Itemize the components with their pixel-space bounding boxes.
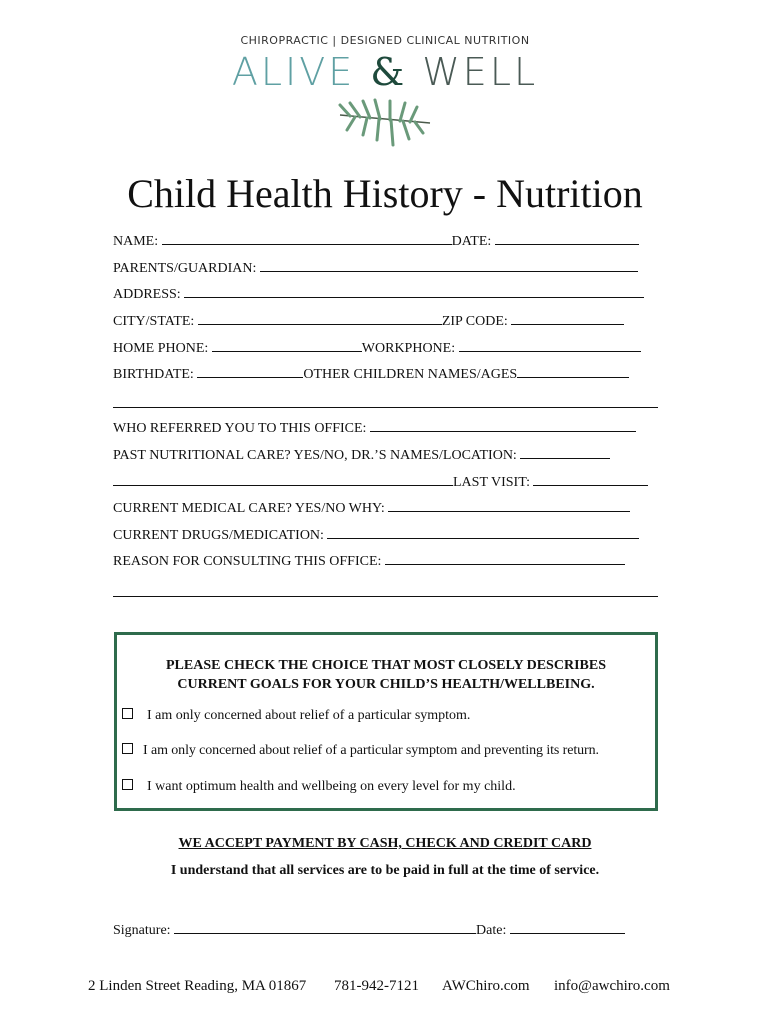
city-label: CITY/STATE: [113,314,195,329]
past-care-field[interactable] [520,445,610,459]
past-care-field-2[interactable] [113,472,453,486]
goal-option-1[interactable] [122,708,470,724]
signature-date-label: Date: [476,923,507,938]
checkbox-icon[interactable] [122,743,133,754]
goals-heading-line2: CURRENT GOALS FOR YOUR CHILD’S HEALTH/WELLBEING. [177,677,595,692]
reason-field-2[interactable] [113,583,658,597]
rosemary-sprig-icon [335,95,435,150]
zip-label: ZIP CODE: [441,314,508,329]
parents-label: PARENTS/GUARDIAN: [113,261,257,276]
zip-field[interactable] [511,311,624,325]
goal-option-3[interactable] [122,779,516,795]
tagline: CHIROPRACTIC | DESIGNED CLINICAL NUTRITION [240,34,530,47]
birthdate-field[interactable] [197,364,303,378]
referred-label: WHO REFERRED YOU TO THIS OFFICE: [113,421,367,436]
checkbox-icon[interactable] [122,708,133,719]
reason-label: REASON FOR CONSULTING THIS OFFICE: [113,554,382,569]
goal-option-2[interactable] [122,743,599,759]
signature-field[interactable] [174,920,476,934]
page-title: Child Health History - Nutrition [127,171,643,216]
city-field[interactable] [198,311,442,325]
address-field[interactable] [184,284,644,298]
work-phone-label: WORKPHONE: [361,341,456,356]
checkbox-icon[interactable] [122,779,133,790]
footer-website[interactable]: AWChiro.com [442,978,530,994]
other-children-label: OTHER CHILDREN NAMES/AGES [303,367,518,382]
signature-label: Signature: [113,923,171,938]
current-medical-label: CURRENT MEDICAL CARE? YES/NO WHY: [113,501,385,516]
payment-heading: WE ACCEPT PAYMENT BY CASH, CHECK AND CREDIT CARD [178,836,592,851]
payment-note: I understand that all services are to be paid in full at the time of service. [170,863,600,878]
goal-option-label: I am only concerned about relief of a particular symptom and preventing its return. [143,743,599,758]
drugs-label: CURRENT DRUGS/MEDICATION: [113,528,324,543]
current-medical-field[interactable] [388,498,630,512]
logo-well: WELL [422,50,539,94]
work-phone-field[interactable] [459,338,641,352]
home-phone-field[interactable] [212,338,362,352]
name-field[interactable] [162,231,452,245]
logo-alive: ALIVE [231,50,356,94]
birthdate-label: BIRTHDATE: [113,367,194,382]
footer-email[interactable]: info@awchiro.com [554,978,670,994]
past-care-label: PAST NUTRITIONAL CARE? YES/NO, DR.’S NAMES/LOCATION: [113,448,517,463]
goal-option-label: I want optimum health and wellbeing on every level for my child. [147,779,516,794]
other-children-field[interactable] [517,364,629,378]
footer-phone: 781-942-7121 [334,978,419,994]
last-visit-field[interactable] [533,472,648,486]
reason-field[interactable] [385,551,625,565]
parents-field[interactable] [260,258,638,272]
other-children-field-2[interactable] [113,394,658,408]
goal-option-label: I am only concerned about relief of a particular symptom. [147,708,471,723]
logo-amp: & [370,50,408,94]
goals-heading-line1: PLEASE CHECK THE CHOICE THAT MOST CLOSELY DESCRIBES [166,658,606,673]
name-label: NAME: [113,234,159,249]
home-phone-label: HOME PHONE: [113,341,209,356]
footer-address: 2 Linden Street Reading, MA 01867 [88,978,307,994]
address-label: ADDRESS: [113,287,181,302]
referred-field[interactable] [370,418,636,432]
drugs-field[interactable] [327,525,639,539]
goals-heading [117,656,655,694]
signature-date-field[interactable] [510,920,625,934]
last-visit-label: LAST VISIT: [453,475,530,490]
date-label: DATE: [451,234,492,249]
date-field[interactable] [495,231,639,245]
brand-logo [0,50,770,94]
